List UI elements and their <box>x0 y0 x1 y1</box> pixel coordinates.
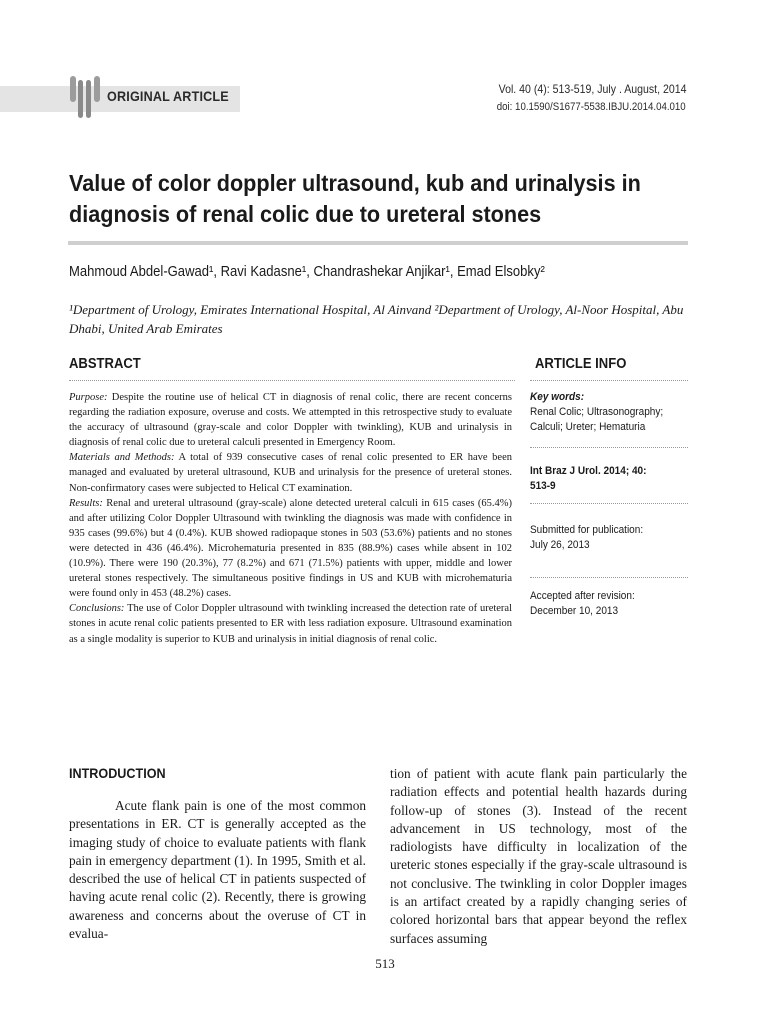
introduction-left-column <box>69 797 366 943</box>
volume-info: Vol. 40 (4): 513-519, July . August, 2014 <box>498 82 686 96</box>
accepted-date: December 10, 2013 <box>530 605 619 617</box>
article-info-divider <box>530 380 688 381</box>
introduction-continued-paragraph: tion of patient with acute flank pain particularly the radiation effects and potential health hazards during follow-up of stones (3). Instead of the recent advancement in US technology, most of the radiologists have difficulty in localization of the ureteric stones especially if the gray-scale ultrasound is not conclusive. The twinkling in color Doppler images is an artifact created by a rapidly changing series of colored horizontal bars that appear beyond the reflex surfaces assuming <box>390 766 687 946</box>
abstract-body <box>69 390 512 647</box>
author-list: Mahmoud Abdel-Gawad¹, Ravi Kadasne¹, Chandrashekar Anjikar¹, Emad Elsobky² <box>69 264 545 280</box>
conclusions-text: The use of Color Doppler ultrasound with twinkling increased the detection rate of ureteral stones in acute renal colic patients presented to ER with less radiation exposure. Ultrasound examination as a single modality is superior to KUB and urinalysis in initial diagnosis of renal colic. <box>69 603 513 645</box>
page-number: 513 <box>375 956 395 971</box>
results-label: Results: <box>69 497 103 509</box>
abstract-conclusions <box>69 601 512 646</box>
article-title: Value of color doppler ultrasound, kub and urinalysis in diagnosis of renal colic due to ureteral stones <box>69 170 641 227</box>
doi-link[interactable]: doi: 10.1590/S1677-5538.IBJU.2014.04.010 <box>497 101 686 113</box>
submitted-block <box>530 523 669 553</box>
purpose-text: Despite the routine use of helical CT in diagnosis of renal colic, there are recent concerns regarding the radiation exposure, overuse and costs. We attempted in this retrospective study to evaluate the accuracy of ultrasound (gray-scale and color Doppler with twinkling), KUB and urinalysis in diagnosis of renal colic due to ureteral calculi presented in Emergency Room. <box>69 392 512 449</box>
citation: Int Braz J Urol. 2014; 40: 513-9 <box>530 465 647 492</box>
methods-text: A total of 939 consecutive cases of renal colic presented to ER have been managed and evaluated by ureteral ultrasound, KUB and urinalysis for the presence of ureteral stones. Non-confirmatory cases were subjected to Helical CT examination. <box>69 452 512 494</box>
title-divider <box>68 241 688 245</box>
abstract-results <box>69 496 512 602</box>
methods-label: Materials and Methods: <box>69 452 175 464</box>
abstract-heading: ABSTRACT <box>69 356 141 372</box>
section-label: ORIGINAL ARTICLE <box>107 88 229 104</box>
abstract-purpose <box>69 390 512 450</box>
introduction-right-column <box>390 765 687 948</box>
info-divider-3 <box>530 577 688 578</box>
accepted-label: Accepted after revision: <box>530 590 635 602</box>
info-divider-1 <box>530 447 688 448</box>
article-info-heading: ARTICLE INFO <box>535 356 627 372</box>
abstract-divider <box>69 380 515 381</box>
affiliations: ¹Department of Urology, Emirates International Hospital, Al Ainvand ²Department of Urology, Al-Noor Hospital, Abu Dhabi, United Arab Emirates <box>69 302 684 336</box>
keywords-label: Key words: <box>530 391 585 403</box>
conclusions-label: Conclusions: <box>69 603 125 615</box>
introduction-heading: INTRODUCTION <box>69 765 166 781</box>
accepted-block <box>530 589 669 619</box>
submitted-date: July 26, 2013 <box>530 539 590 551</box>
results-text: Renal and ureteral ultrasound (gray-scale) alone detected ureteral calculi in 615 cases (65.4%) and after utilizing Color Doppler Ultrasound with twinkling the diagnosis was made with confidence in 935 cases (99.6%) but 4 (0.4%). KUB showed radiopaque stones in 503 (53.6%) patients and no stones were detected in 436 (46.4%). Microhematuria presented in 835 (88.9%) cases while absent in 102 (10.9%). There were 190 (20.3%), 77 (8.2%) and 671 (71.5%) patients with upper, middle and lower ureteral stones respectively. The simultaneous positive findings in US and KUB with microhematuria were found only in 453 (48.2%) cases. <box>69 497 512 600</box>
purpose-label: Purpose: <box>69 392 108 403</box>
info-divider-2 <box>530 503 688 504</box>
keywords-text: Renal Colic; Ultrasonography; Calculi; Ureter; Hematuria <box>530 406 664 433</box>
abstract-methods <box>69 450 512 495</box>
submitted-label: Submitted for publication: <box>530 524 644 536</box>
keywords-block <box>530 390 669 435</box>
journal-logo-icon <box>68 74 102 120</box>
introduction-paragraph: Acute flank pain is one of the most common presentations in ER. CT is generally accepted as the imaging study of choice to evaluate patients with flank pain in emergency department (1). In 1995, Smith et al. described the use of helical CT in patients suspected of having acute renal colic (2). Recently, there is growing awareness and concerns about the overuse of CT in evalua- <box>69 798 366 942</box>
